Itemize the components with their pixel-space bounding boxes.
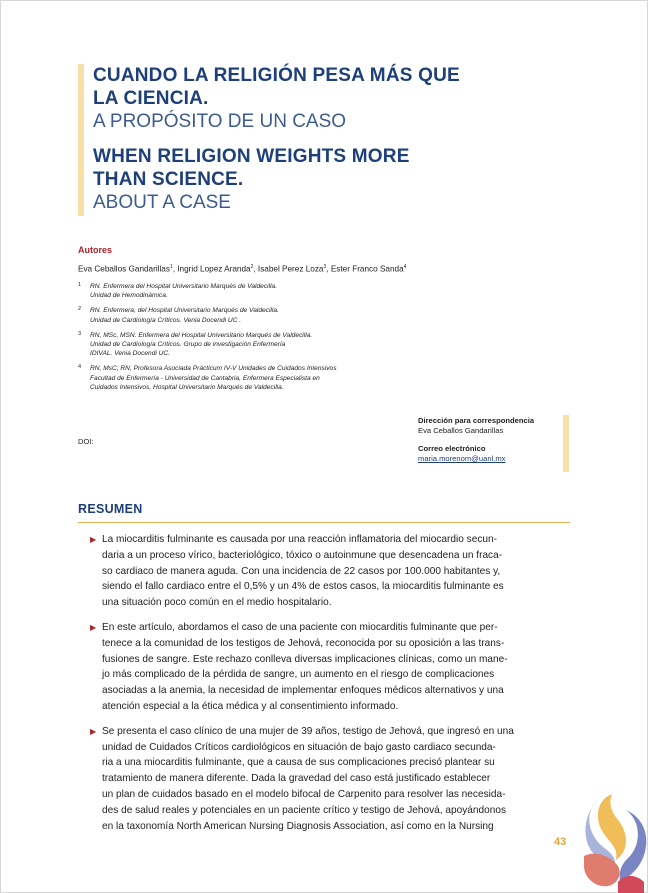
paragraph-line: ria a una miocarditis fulminante, que a causa de sus complicaciones precisó plantear su: [102, 757, 495, 769]
affiliation-line: IDIVAL. Venia Docendi UC.: [90, 350, 171, 358]
paragraph-line: tenece a la comunidad de los testigos de Jehová, reconocida por su oposición a las trans-: [102, 637, 505, 649]
paragraph-line: daria a un proceso vírico, bacteriológico, tóxico o autoinmune que desencadena un fraca-: [102, 549, 503, 561]
author-name: Isabel Perez Loza: [257, 264, 324, 274]
affiliation-line: Unidad de Hemodinámica.: [90, 292, 168, 300]
paragraph-line: una situación poco común en el medio hospitalario.: [102, 597, 332, 609]
affiliations-list: [78, 282, 418, 398]
affiliation-number: 2: [78, 306, 82, 313]
article-title: [93, 64, 533, 214]
affiliation-line: RN, MSc, MSN. Enfermera del Hospital Universitario Marqués de Valdecilla.: [90, 331, 313, 339]
affiliation-item: [78, 282, 418, 300]
affiliation-line: Unidad de Cardiología Críticos. Venia Docendi UC .: [90, 316, 242, 324]
paragraph-line: so cardiaco de manera aguda. Con una incidencia de 22 casos por 100.000 habitantes y,: [102, 565, 501, 577]
resumen-paragraph: [90, 620, 570, 715]
subtitle-en: ABOUT A CASE: [93, 192, 231, 213]
paragraph-line: asociadas a la anemia, la necesidad de implementar enfoques médicos alternativos y una: [102, 685, 504, 697]
author-separator: ,: [172, 264, 178, 274]
authors-list: [78, 264, 406, 274]
bullet-triangle-icon: ▶: [90, 622, 97, 632]
affiliation-number: 4: [78, 364, 82, 371]
paragraph-line: En este artículo, abordamos el caso de una paciente con miocarditis fulminante que per-: [102, 621, 498, 633]
paragraph-line: siendo el fallo cardiaco entre el 0,5% y un 4% de estos casos, la miocarditis fulminante es: [102, 581, 504, 593]
correspondence-accent-bar: [563, 415, 569, 472]
author-affiliation-number: 4: [403, 264, 407, 270]
author-separator: ,: [253, 264, 258, 274]
title-es-line-1: CUANDO LA RELIGIÓN PESA MÁS QUE: [93, 65, 460, 86]
resumen-paragraph: [90, 532, 570, 611]
bullet-triangle-icon: ▶: [90, 535, 97, 544]
correspondence-label: Dirección para correspondencia: [418, 416, 535, 425]
affiliation-item: [78, 331, 418, 359]
title-en-line-1: WHEN RELIGION WEIGHTS MORE: [93, 146, 410, 167]
subtitle-es: A PROPÓSITO DE UN CASO: [93, 111, 347, 132]
journal-logo-icon: [578, 790, 648, 893]
affiliation-line: RN. Enfermera del Hospital Universitario Marqués de Valdecilla.: [90, 283, 278, 290]
page-number: 43: [554, 836, 567, 848]
doi-label: DOI:: [78, 437, 94, 446]
author-affiliation-number: 3: [323, 264, 327, 270]
author-affiliation-number: 2: [250, 264, 254, 270]
authors-heading: Autores: [78, 245, 113, 255]
affiliation-line: Unidad de Cardiología Críticos. Grupo de investigación Enfermería: [90, 341, 286, 349]
correspondence-box: [418, 416, 561, 464]
affiliation-line: Cuidados Intensivos, Hospital Universitario Marqués de Valdecilla.: [90, 383, 284, 391]
paragraph-line: tratamiento de manera diferente. Dada la gravedad del caso está justificado establecer: [102, 773, 491, 785]
title-en-line-2: THAN SCIENCE.: [93, 169, 244, 190]
paragraph-line: fusiones de sangre. Este rechazo conlleva diversas implicaciones clínicas, como un mane-: [102, 653, 508, 665]
paragraph-line: La miocarditis fulminante es causada por una reacción inflamatoria del miocardio secun-: [102, 534, 497, 545]
title-accent-bar: [78, 64, 84, 216]
bullet-triangle-icon: ▶: [90, 726, 97, 736]
section-divider: [78, 522, 570, 523]
affiliation-line: Facultad de Enfermería - Universidad de Cantabria, Enfermera Especialista en: [90, 374, 320, 382]
resumen-paragraph: [90, 724, 570, 835]
affiliation-line: RN, MsC, RN, Profesora Asociada Prácticum IV-V Unidades de Cuidados Intensivos: [90, 365, 337, 373]
affiliation-item: [78, 364, 418, 392]
author-name: Ester Franco Sanda: [330, 264, 404, 274]
paragraph-line: unidad de Cuidados Críticos cardiológicos en situación de bajo gasto cardiaco secunda-: [102, 741, 496, 753]
paragraph-line: des de salud reales y potenciales en un paciente crítico y testigo de Jehová, apoyándonos: [102, 804, 507, 816]
affiliation-line: RN. Enfermera, del Hospital Universitario Marqués de Valdecilla.: [90, 307, 279, 315]
paragraph-line: un plan de cuidados basado en el modelo bifocal de Carpenito para resolver las necesida-: [102, 788, 506, 800]
paragraph-line: en la taxonomía North American Nursing Diagnosis Association, así como en la Nursing: [102, 820, 494, 832]
email-link[interactable]: maria.morenom@uanl.mx: [418, 454, 506, 463]
paragraph-line: atención especial a la ética médica y al consentimiento informado.: [102, 700, 399, 712]
affiliation-number: 3: [78, 330, 82, 337]
affiliation-item: [78, 306, 418, 324]
author-name: Ingrid Lopez Aranda: [177, 264, 251, 274]
author-separator: ,: [326, 264, 331, 274]
correspondence-name: Eva Ceballos Gandarillas: [418, 426, 504, 435]
email-label: Correo electrónico: [418, 444, 486, 453]
resumen-body: [90, 532, 570, 843]
author-affiliation-number: 1: [169, 264, 173, 270]
paragraph-line: jo más complicado de la pérdida de sangre, un aumento en el riesgo de complicaciones: [102, 669, 495, 681]
affiliation-number: 1: [78, 282, 82, 288]
title-es-line-2: LA CIENCIA.: [93, 88, 209, 109]
paragraph-line: Se presenta el caso clínico de una mujer de 39 años, testigo de Jehová, que ingresó en una: [102, 725, 514, 737]
resumen-heading: RESUMEN: [78, 502, 143, 516]
author-name: Eva Ceballos Gandarillas: [78, 264, 170, 274]
